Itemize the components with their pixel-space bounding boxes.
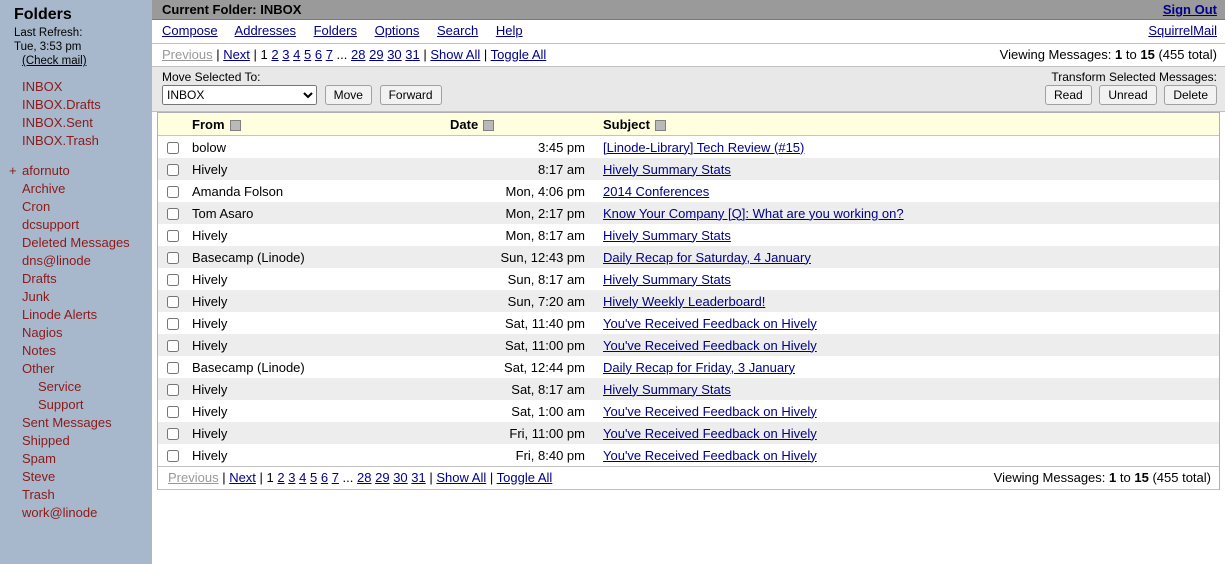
show-all-link-bottom[interactable]: Show All — [436, 470, 487, 485]
folder-link-dns-linode[interactable]: dns@linode — [22, 253, 91, 268]
row-subject-link[interactable]: Hively Summary Stats — [603, 271, 731, 287]
viewing-from-bottom: 1 — [1109, 470, 1117, 485]
primary-folder-list — [0, 78, 152, 522]
row-from: Hively — [188, 444, 446, 466]
folder-link-steve[interactable]: Steve — [22, 469, 56, 484]
current-folder-label: Current Folder: — [162, 2, 257, 17]
pager-page-29-top[interactable]: 29 — [369, 47, 384, 62]
pager-page-6-bottom[interactable]: 6 — [320, 470, 329, 485]
table-row[interactable] — [158, 158, 1219, 180]
row-from: Hively — [188, 224, 446, 246]
row-checkbox-cell[interactable] — [158, 356, 188, 378]
row-date: Sun, 12:43 pm — [446, 246, 599, 268]
message-rows — [158, 136, 1219, 467]
row-checkbox-cell[interactable] — [158, 400, 188, 422]
row-checkbox[interactable] — [167, 252, 179, 264]
row-subject-link[interactable]: Hively Summary Stats — [603, 161, 731, 177]
row-from: Tom Asaro — [188, 202, 446, 224]
row-subject-link[interactable]: You've Received Feedback on Hively — [603, 425, 817, 441]
pager-page-31-bottom[interactable]: 31 — [411, 470, 426, 485]
row-subject-cell — [599, 268, 1219, 290]
move-target-select[interactable] — [162, 85, 317, 105]
row-subject-cell — [599, 356, 1219, 378]
menu-item-compose[interactable]: Compose — [162, 23, 218, 38]
pager-page-29-bottom[interactable]: 29 — [375, 470, 390, 485]
table-row[interactable] — [158, 356, 1219, 378]
header-date-label: Date — [450, 116, 479, 132]
row-date: 3:45 pm — [446, 136, 599, 159]
viewing-prefix-bottom: Viewing Messages: — [993, 470, 1106, 485]
table-row[interactable] — [158, 180, 1219, 202]
transform-controls — [1041, 85, 1217, 105]
pager-top: Previous | Next | 1 2 3 4 5 6 7 ... 28 29 30 31 | Show All | Toggle All Viewing Messages: 1 to 15 (455 total) — [152, 43, 1225, 67]
pager-page-1-top: 1 — [260, 47, 268, 62]
row-date: Sat, 11:00 pm — [446, 334, 599, 356]
row-date: Fri, 8:40 pm — [446, 444, 599, 466]
row-checkbox-cell[interactable] — [158, 444, 188, 466]
row-checkbox-cell[interactable] — [158, 378, 188, 400]
row-date: Sat, 1:00 am — [446, 400, 599, 422]
row-subject-link[interactable]: Hively Weekly Leaderboard! — [603, 293, 766, 309]
row-checkbox-cell[interactable] — [158, 290, 188, 312]
pager-page-6-top[interactable]: 6 — [314, 47, 323, 62]
row-checkbox-cell[interactable] — [158, 246, 188, 268]
table-row[interactable] — [158, 202, 1219, 224]
show-all-link-top[interactable]: Show All — [430, 47, 481, 62]
other-folder-list — [9, 162, 152, 522]
row-from: Basecamp (Linode) — [188, 246, 446, 268]
folder-link-notes[interactable]: Notes — [22, 343, 56, 358]
transform-selected-label: Transform Selected Messages: — [1051, 70, 1217, 84]
table-row[interactable] — [158, 400, 1219, 422]
folder-link-work-linode[interactable]: work@linode — [22, 505, 98, 520]
row-date: Sat, 12:44 pm — [446, 356, 599, 378]
row-subject-cell — [599, 400, 1219, 422]
row-subject-link[interactable]: Hively Summary Stats — [603, 381, 731, 397]
pager-page-5-bottom[interactable]: 5 — [309, 470, 318, 485]
row-checkbox-cell[interactable] — [158, 224, 188, 246]
folder-link-trash[interactable]: Trash — [22, 487, 55, 502]
table-row[interactable] — [158, 224, 1219, 246]
menu-item-search[interactable]: Search — [437, 23, 479, 38]
table-row[interactable] — [158, 422, 1219, 444]
pager-page-4-bottom[interactable]: 4 — [299, 470, 307, 485]
viewing-total-bottom: (455 total) — [1152, 470, 1211, 485]
viewing-join-bottom: to — [1119, 470, 1131, 485]
mark-unread-button[interactable]: Unread — [1099, 85, 1156, 105]
viewing-prefix-top: Viewing Messages: — [999, 47, 1112, 62]
sign-out-link[interactable]: Sign Out — [1162, 2, 1217, 17]
folders-sidebar — [0, 0, 152, 564]
sort-icon-subject[interactable] — [655, 120, 666, 131]
pager-page-7-bottom[interactable]: 7 — [331, 470, 339, 485]
header-select-all — [158, 113, 188, 136]
folders-title: Folders — [14, 6, 72, 23]
row-checkbox[interactable] — [167, 208, 179, 220]
folder-link-other[interactable]: Other — [22, 361, 55, 376]
folder-link-linode-alerts[interactable]: Linode Alerts — [22, 307, 98, 322]
folder-link-cron[interactable]: Cron — [22, 199, 51, 214]
last-refresh-label: Last Refresh: — [14, 27, 83, 39]
table-row[interactable] — [158, 246, 1219, 268]
row-checkbox-cell[interactable] — [158, 136, 188, 159]
pager-ellipsis-bottom: ... — [342, 470, 354, 485]
row-subject-cell — [599, 158, 1219, 180]
folder-link-other-support[interactable]: Support — [38, 397, 84, 412]
refresh-block — [0, 26, 152, 68]
folder-link-inbox[interactable]: INBOX — [22, 79, 63, 94]
pager-page-1-bottom: 1 — [266, 470, 274, 485]
row-from: Hively — [188, 312, 446, 334]
row-date: Mon, 8:17 am — [446, 224, 599, 246]
row-subject-link[interactable]: You've Received Feedback on Hively — [603, 447, 817, 463]
row-from: Hively — [188, 290, 446, 312]
viewing-join-top: to — [1125, 47, 1137, 62]
header-from[interactable] — [188, 113, 446, 136]
folder-link-spam[interactable]: Spam — [22, 451, 56, 466]
viewing-total-top: (455 total) — [1158, 47, 1217, 62]
pager-page-7-top[interactable]: 7 — [325, 47, 333, 62]
table-row[interactable] — [158, 378, 1219, 400]
viewing-to-bottom: 15 — [1134, 470, 1149, 485]
sort-icon-from[interactable] — [230, 120, 241, 131]
row-checkbox[interactable] — [167, 186, 179, 198]
row-checkbox[interactable] — [167, 142, 179, 154]
table-row[interactable] — [158, 290, 1219, 312]
header-from-label: From — [192, 116, 225, 132]
table-row[interactable] — [158, 334, 1219, 356]
menu-item-options[interactable]: Options — [374, 23, 420, 38]
row-checkbox[interactable] — [167, 274, 179, 286]
row-date: Mon, 2:17 pm — [446, 202, 599, 224]
folder-link-inbox-sent[interactable]: INBOX.Sent — [22, 115, 93, 130]
folder-link-archive[interactable]: Archive — [22, 181, 66, 196]
pager-page-5-top[interactable]: 5 — [303, 47, 312, 62]
row-from: Hively — [188, 334, 446, 356]
move-button[interactable]: Move — [325, 85, 372, 105]
row-subject-link[interactable]: Daily Recap for Friday, 3 January — [603, 359, 795, 375]
row-subject-link[interactable]: 2014 Conferences — [603, 183, 710, 199]
pager-ellipsis-top: ... — [336, 47, 348, 62]
last-refresh-time: Tue, 3:53 pm — [14, 41, 82, 53]
pager-page-30-bottom[interactable]: 30 — [393, 470, 408, 485]
row-subject-cell — [599, 290, 1219, 312]
pager-previous-top: Previous — [162, 47, 213, 62]
row-subject-cell — [599, 422, 1219, 444]
row-checkbox[interactable] — [167, 362, 179, 374]
sort-icon-date[interactable] — [483, 120, 494, 131]
delete-button[interactable]: Delete — [1164, 85, 1217, 105]
row-checkbox[interactable] — [167, 450, 179, 462]
viewing-count-top — [1000, 44, 1217, 66]
row-checkbox[interactable] — [167, 164, 179, 176]
folder-link-deleted-messages[interactable]: Deleted Messages — [22, 235, 130, 250]
row-date: Sat, 11:40 pm — [446, 312, 599, 334]
row-from: Hively — [188, 378, 446, 400]
current-folder-name: INBOX — [260, 2, 302, 17]
header-date[interactable] — [446, 113, 599, 136]
row-subject-link[interactable]: You've Received Feedback on Hively — [603, 337, 817, 353]
row-date: Mon, 4:06 pm — [446, 180, 599, 202]
check-mail-link[interactable]: (Check mail) — [22, 55, 87, 67]
row-subject-link[interactable]: Daily Recap for Saturday, 4 January — [603, 249, 811, 265]
row-checkbox-cell[interactable] — [158, 202, 188, 224]
table-header-row — [158, 113, 1219, 136]
folder-link-drafts[interactable]: Drafts — [22, 271, 57, 286]
header-subject-label: Subject — [603, 116, 650, 132]
menu-item-help[interactable]: Help — [495, 23, 523, 38]
header-subject[interactable] — [599, 113, 1219, 136]
folder-link-inbox-drafts[interactable]: INBOX.Drafts — [22, 97, 101, 112]
row-from: Hively — [188, 422, 446, 444]
mark-read-button[interactable]: Read — [1045, 85, 1092, 105]
pager-page-31-top[interactable]: 31 — [405, 47, 420, 62]
table-row[interactable] — [158, 136, 1219, 159]
folder-link-afornuto[interactable]: afornuto — [22, 163, 70, 178]
menu-bar — [152, 20, 1225, 43]
pager-page-28-bottom[interactable]: 28 — [357, 470, 372, 485]
squirrelmail-brand-link[interactable]: SquirrelMail — [1148, 23, 1217, 38]
action-bar — [152, 67, 1225, 112]
menu-item-folders[interactable]: Folders — [313, 23, 357, 38]
row-checkbox[interactable] — [167, 428, 179, 440]
pager-page-3-bottom[interactable]: 3 — [288, 470, 296, 485]
pager-next-bottom[interactable]: Next — [229, 470, 256, 485]
row-subject-cell — [599, 202, 1219, 224]
viewing-count-bottom — [994, 467, 1211, 489]
row-subject-cell — [599, 444, 1219, 466]
row-subject-cell — [599, 378, 1219, 400]
message-list-table — [158, 113, 1219, 466]
row-subject-cell — [599, 334, 1219, 356]
folder-link-inbox-trash[interactable]: INBOX.Trash — [22, 133, 99, 148]
row-date: Sat, 8:17 am — [446, 378, 599, 400]
table-row[interactable] — [158, 444, 1219, 466]
row-checkbox[interactable] — [167, 230, 179, 242]
row-from: Basecamp (Linode) — [188, 356, 446, 378]
pager-page-2-bottom[interactable]: 2 — [277, 470, 285, 485]
expand-icon[interactable]: + — [9, 163, 17, 178]
message-list-wrapper — [157, 112, 1220, 466]
pager-page-28-top[interactable]: 28 — [351, 47, 366, 62]
row-subject-link[interactable]: Hively Summary Stats — [603, 227, 731, 243]
row-subject-cell — [599, 312, 1219, 334]
row-checkbox[interactable] — [167, 406, 179, 418]
pager-previous-bottom: Previous — [168, 470, 219, 485]
folder-link-dcsupport[interactable]: dcsupport — [22, 217, 80, 232]
row-checkbox-cell[interactable] — [158, 334, 188, 356]
row-checkbox[interactable] — [167, 296, 179, 308]
row-subject-link[interactable]: Know Your Company [Q]: What are you working on? — [603, 205, 904, 221]
row-checkbox-cell[interactable] — [158, 158, 188, 180]
row-checkbox[interactable] — [167, 318, 179, 330]
viewing-from-top: 1 — [1115, 47, 1123, 62]
row-subject-cell — [599, 224, 1219, 246]
row-checkbox[interactable] — [167, 384, 179, 396]
folder-link-shipped[interactable]: Shipped — [22, 433, 70, 448]
row-from: Hively — [188, 158, 446, 180]
pager-page-30-top[interactable]: 30 — [387, 47, 402, 62]
pager-page-4-top[interactable]: 4 — [293, 47, 301, 62]
pager-bottom: Previous | Next | 1 2 3 4 5 6 7 ... 28 29 30 31 | Show All | Toggle All Viewing Messages: 1 to 15 (455 total) — [157, 466, 1220, 490]
viewing-to-top: 15 — [1140, 47, 1155, 62]
row-checkbox-cell[interactable] — [158, 312, 188, 334]
row-checkbox-cell[interactable] — [158, 422, 188, 444]
row-from: bolow — [188, 136, 446, 159]
row-date: 8:17 am — [446, 158, 599, 180]
forward-button[interactable]: Forward — [380, 85, 442, 105]
move-controls — [162, 85, 442, 105]
row-from: Hively — [188, 400, 446, 422]
folder-link-junk[interactable]: Junk — [22, 289, 50, 304]
folder-link-sent-messages[interactable]: Sent Messages — [22, 415, 112, 430]
row-subject-cell — [599, 180, 1219, 202]
folder-link-other-service[interactable]: Service — [38, 379, 82, 394]
row-checkbox-cell[interactable] — [158, 268, 188, 290]
row-checkbox[interactable] — [167, 340, 179, 352]
pager-page-3-top[interactable]: 3 — [282, 47, 290, 62]
row-checkbox-cell[interactable] — [158, 180, 188, 202]
row-from: Hively — [188, 268, 446, 290]
row-date: Sun, 7:20 am — [446, 290, 599, 312]
toggle-all-link-bottom[interactable]: Toggle All — [496, 470, 553, 485]
row-subject-link[interactable]: You've Received Feedback on Hively — [603, 403, 817, 419]
current-folder-bar — [152, 0, 1225, 20]
row-subject-link[interactable]: You've Received Feedback on Hively — [603, 315, 817, 331]
folder-link-nagios[interactable]: Nagios — [22, 325, 63, 340]
row-subject-link[interactable]: [Linode-Library] Tech Review (#15) — [603, 139, 805, 155]
menu-item-addresses[interactable]: Addresses — [234, 23, 296, 38]
pager-page-2-top[interactable]: 2 — [271, 47, 279, 62]
row-subject-cell — [599, 246, 1219, 268]
table-row[interactable] — [158, 312, 1219, 334]
row-from: Amanda Folson — [188, 180, 446, 202]
table-row[interactable] — [158, 268, 1219, 290]
main-panel — [152, 0, 1225, 564]
toggle-all-link-top[interactable]: Toggle All — [490, 47, 547, 62]
move-selected-label: Move Selected To: — [162, 70, 261, 84]
row-date: Sun, 8:17 am — [446, 268, 599, 290]
row-subject-cell — [599, 136, 1219, 159]
pager-next-top[interactable]: Next — [223, 47, 250, 62]
current-folder-text — [152, 2, 301, 17]
row-date: Fri, 11:00 pm — [446, 422, 599, 444]
